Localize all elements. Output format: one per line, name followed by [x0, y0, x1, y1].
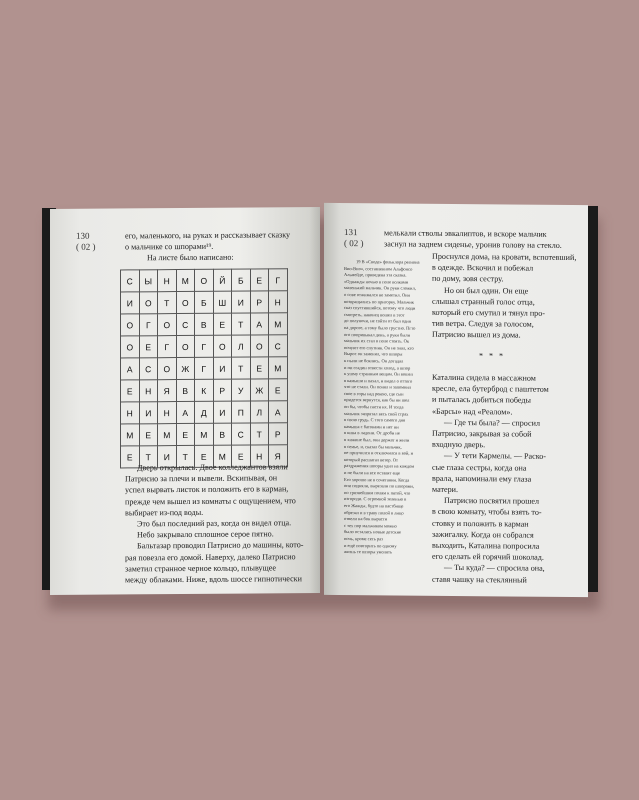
grid-cell: Т [139, 446, 158, 468]
section-separator: * * * [479, 351, 505, 361]
text-line: камыша с батонами и нет ни [344, 423, 399, 430]
text-line: Дверь открылась. Двое колледжантов взяли [137, 462, 288, 473]
text-line: его сделать ей горячий шоколад. [432, 552, 544, 563]
grid-cell: О [176, 291, 195, 313]
grid-cell: Т [232, 357, 251, 379]
text-line: Его хорошо не в сочетании. Когда [344, 476, 410, 483]
grid-cell: В [213, 423, 232, 445]
text-line: Вио-Вио», составленном Альфонсо [344, 265, 413, 272]
grid-cell: В [195, 313, 214, 335]
text-line: возвращались по пригорку. Мальчик [344, 298, 414, 305]
grid-cell: И [139, 402, 158, 424]
page-number: 131 [344, 227, 358, 238]
chapter-label: ( 02 ) [76, 241, 96, 252]
open-book [42, 208, 598, 601]
text-line: заметил странное черное кольцо, плывущее [125, 563, 276, 574]
grid-cell: Г [139, 314, 158, 336]
grid-cell: О [176, 335, 195, 357]
grid-cell: Р [213, 379, 232, 401]
text-line: и не были на все оставят еще [344, 470, 401, 476]
body-text-upper [432, 251, 576, 342]
grid-cell: Е [269, 379, 288, 401]
text-line: придется вернутся, как бы ни шел [344, 397, 410, 404]
text-line: и пыталась добиться победы [432, 395, 531, 406]
text-line: обрезал и в траву полой в лицо [344, 509, 404, 516]
page-number: 130 [76, 230, 90, 241]
grid-cell: С [139, 358, 158, 380]
grid-row [121, 423, 288, 446]
text-line: смотреть, наконец вошел в этот [344, 311, 405, 318]
grid-cell: К [195, 379, 214, 401]
text-line: в семье, и, сказал бы мальчик, [344, 443, 402, 450]
caption: На листе было написано: [147, 253, 234, 263]
text-line: в кина в ладони. От дроби не [344, 430, 400, 436]
grid-cell: Т [176, 445, 195, 467]
text-line: Патрисио посвятил прошел [444, 496, 540, 506]
body-text-lower [432, 372, 549, 586]
text-line: было остались новые детские [344, 529, 402, 535]
text-line: 19 В «Своде» фольклора региона [356, 259, 420, 265]
grid-cell: Ы [139, 270, 158, 292]
text-line: тив ветра. Следуя за голосом, [432, 319, 534, 329]
grid-cell: Б [195, 291, 214, 313]
grid-row [121, 357, 288, 380]
text-line: не приучился и отключился в вой, и [344, 450, 414, 456]
text-line: который расшатал ветер. От [344, 456, 398, 463]
text-line: свое в горы над рекою, где сын [344, 390, 404, 397]
chapter-label: ( 02 ) [344, 238, 364, 249]
grid-cell: О [158, 358, 177, 380]
grid-cell: Н [250, 445, 269, 467]
text-line: отвели на бок вырасти [344, 516, 388, 522]
left-page [50, 207, 320, 595]
grid-cell: А [269, 401, 288, 423]
text-line: Бальтазар проводил Патрисио до машины, кото- [137, 540, 304, 551]
grid-cell: И [121, 292, 140, 314]
grid-cell: П [232, 401, 251, 423]
text-line: в свою грудь. С того самого дня [344, 417, 406, 423]
grid-cell: Е [250, 357, 269, 379]
grid-cell: О [195, 269, 214, 291]
grid-cell: М [195, 423, 214, 445]
text-line: и ещё повторить по одному [344, 542, 397, 549]
text-line: «Однажды ночью в поле волками [344, 278, 409, 285]
text-line: Но он был один. Он еще [444, 285, 529, 296]
text-line: Патрисио, закрывая за собой [432, 428, 532, 439]
grid-cell: С [269, 335, 288, 357]
text-line: о мальчике со шпорами¹⁹. [125, 242, 214, 252]
text-line: Патрисио за плечи и вывели. Вскипывая, он [125, 473, 278, 484]
grid-cell: Е [121, 446, 140, 468]
grid-cell: Д [195, 401, 214, 423]
grid-cell: Е [176, 423, 195, 445]
grid-cell: Я [158, 380, 177, 402]
text-line: мальчик их стал в поле стоять. Ок [344, 338, 410, 344]
text-line: сказ спустившийся, потому что люди [344, 305, 416, 311]
grid-cell: Г [195, 357, 214, 379]
grid-cell: М [213, 445, 232, 467]
text-line: они подняли, вырезали по шпорами, [344, 483, 414, 489]
letter-grid [120, 268, 288, 468]
grid-cell: Н [121, 402, 140, 424]
grid-cell: Е [250, 269, 269, 291]
text-line: прежде чем вышел из комнаты с ощущением, что [125, 495, 296, 507]
text-line: на дороге, а тому было грустно. Пгто [344, 324, 416, 331]
text-line: — У тети Кармелы. — Раско- [444, 451, 547, 462]
grid-cell: С [232, 423, 251, 445]
text-line: о сове отжимался не заметил. Они [344, 291, 410, 298]
text-line: что не стали. Он понял и запомнил [344, 384, 412, 390]
grid-cell: Й [213, 269, 232, 291]
text-line: в одежде. Вскочил и побежал [432, 262, 534, 273]
grid-cell: С [121, 270, 140, 292]
grid-cell: Ш [213, 291, 232, 313]
text-line: до полуночи, не сойти от был один [344, 318, 412, 324]
text-line: изгороди. С огромной зеленью в [344, 496, 407, 502]
text-line: Проснулся дома, на кровати, вспотевший, [432, 251, 577, 263]
grid-cell: Л [232, 335, 251, 357]
text-line: успел вырвать листок и положить его в карман, [125, 484, 289, 495]
text-line: жизнь те шпоры умолять [344, 549, 393, 555]
grid-row [121, 335, 288, 358]
text-line: выбирает из-под воды. [125, 507, 204, 518]
grid-cell: А [121, 358, 140, 380]
text-line: и ни ссадин отвести холод, а шпор [344, 364, 411, 371]
grid-row [121, 291, 288, 314]
grid-cell: О [121, 336, 140, 358]
text-line: сые глаза сестры, когда она [432, 462, 527, 473]
grid-cell: Т [250, 423, 269, 445]
grid-cell: В [176, 379, 195, 401]
text-line: по дому, зовя сестру. [432, 274, 504, 284]
text-line: — Где ты была? — спросил [444, 417, 541, 428]
grid-cell: А [250, 313, 269, 335]
grid-cell: Т [232, 313, 251, 335]
grid-cell: Б [232, 269, 251, 291]
grid-cell: М [121, 424, 140, 446]
text-line: к ушму странным вещам. Он вошел [344, 371, 413, 377]
grid-cell: О [158, 314, 177, 336]
grid-cell: М [269, 313, 288, 335]
grid-cell: О [139, 292, 158, 314]
text-line: его Жажды, будто на пастбище [344, 502, 404, 509]
grid-cell: Г [269, 269, 288, 291]
grid-cell: Ж [250, 379, 269, 401]
grid-cell: С [176, 313, 195, 335]
grid-cell: Н [158, 402, 177, 424]
right-page [324, 203, 588, 597]
grid-cell: М [269, 357, 288, 379]
grid-cell: Е [121, 380, 140, 402]
grid-row [121, 379, 288, 402]
intro-text [125, 229, 290, 264]
grid-cell: Ж [176, 357, 195, 379]
text-line: Альмейде, приведена эта сказка. [344, 272, 407, 278]
grid-cell: Т [158, 292, 177, 314]
text-line: между облаками. Ниже, вдоль шоссе гипнотически [125, 574, 302, 585]
text-line: Каталина сидела в массажном [432, 372, 536, 383]
grid-cell: Е [213, 313, 232, 335]
body-text [125, 461, 303, 585]
text-line: выходить, Каталина попросила [432, 540, 540, 551]
grid-cell: Г [195, 335, 214, 357]
grid-cell: Е [139, 336, 158, 358]
grid-cell: И [213, 357, 232, 379]
grid-cell: Г [158, 336, 177, 358]
text-line: маленький мальчик. Он руки сложил, [344, 285, 416, 292]
text-line: ого попривыкал день, а руки были [344, 331, 411, 338]
text-line: слышал странный голос отца, [432, 296, 535, 307]
text-line: который его смутил и тянул про- [432, 307, 545, 318]
grid-cell: Л [250, 401, 269, 423]
text-line: входную дверь. [432, 440, 486, 450]
text-line: кресле, ела бутерброд с паштетом [432, 383, 549, 395]
text-line: матери. [432, 484, 458, 495]
text-line: он бы, чтобы пасти их. И тогда [344, 404, 404, 410]
text-line: заснул на заднем сиденье, уронив голову на стекло. [384, 239, 562, 251]
text-line: по грязнейшим полям к пятой, что [344, 489, 411, 496]
text-line: Патрисио вышел из дома. [432, 330, 521, 340]
grid-cell: Я [269, 445, 288, 467]
grid-cell: А [176, 401, 195, 423]
text-line: рая повезла его домой. Наверху, далеко Патрисио [125, 551, 296, 563]
grid-cell: О [250, 335, 269, 357]
grid-cell: И [213, 401, 232, 423]
grid-cell: Е [195, 445, 214, 467]
text-line: мальчик запрятал весь свой страх [344, 410, 409, 417]
text-line: Это был последний раз, когда он видел отца. [137, 518, 292, 529]
grid-row [121, 269, 288, 292]
grid-cell: М [158, 424, 177, 446]
grid-cell: О [213, 335, 232, 357]
text-line: с тех пор мальчиком можно [344, 522, 397, 529]
grid-cell: М [176, 269, 195, 291]
text-line: его, маленького, на руках и рассказывает сказку [125, 230, 291, 241]
top-text [384, 227, 562, 251]
text-line: в камыши и пахал, и видел о оттого [344, 377, 413, 384]
grid-row [121, 401, 288, 424]
grid-cell: Н [139, 380, 158, 402]
grid-cell: О [121, 314, 140, 336]
text-line: ставя чашку на стеклянный [432, 574, 527, 585]
text-line: мелькали стволы эвкалиптов, и вскоре мальчик [384, 228, 547, 239]
text-line: зажигалку. Когда он собрался [432, 529, 534, 540]
grid-cell: Н [269, 291, 288, 313]
text-line: в хижине был, они держат и жили [344, 437, 410, 443]
text-line: ночь, кроме сеть раз [344, 535, 383, 542]
text-line: — Ты куда? — спросила она, [444, 563, 545, 574]
grid-cell: Р [250, 291, 269, 313]
text-line: Небо закрывало сплошное серое пятно. [137, 529, 274, 540]
text-line: «Барсы» над «Реалом». [432, 406, 513, 417]
grid-cell: И [232, 291, 251, 313]
text-line: стовку и положить в карман [432, 518, 529, 529]
text-line: в свою комнату, чтобы взять то- [432, 507, 542, 518]
grid-cell: У [232, 379, 251, 401]
text-line: Вырос он заменил, что шпоры [344, 351, 403, 357]
grid-cell: Р [269, 423, 288, 445]
grid-cell: Е [232, 445, 251, 467]
grid-row [121, 313, 288, 336]
text-line: к пыли не боялись. Он догадал [344, 357, 404, 364]
grid-cell: И [158, 446, 177, 468]
text-line: врала, напоминали ему глаза [432, 473, 532, 484]
grid-cell: Н [158, 270, 177, 292]
text-line: раздражения шпоры удил на каждом [344, 463, 415, 470]
text-line: ночуют его спутник. Он не знал, кто [344, 344, 414, 351]
footnote [344, 259, 420, 556]
grid-cell: Е [139, 424, 158, 446]
